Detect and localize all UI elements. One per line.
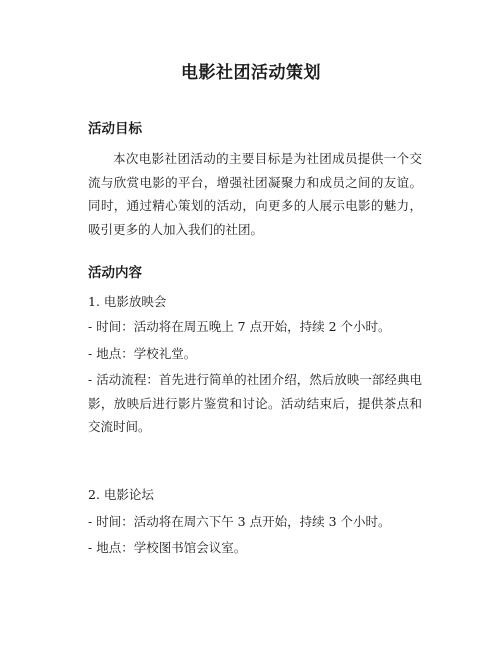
item-process-screening: - 活动流程：首先进行简单的社团介绍，然后放映一部经典电影，放映后进行影片鉴赏和讨论。活动结束后，提供茶点和交流时间。 xyxy=(88,372,422,434)
item-place-forum: - 地点：学校图书馆会议室。 xyxy=(88,540,247,555)
item-title-forum: 2. 电影论坛 xyxy=(88,487,154,502)
item-place-screening: - 地点：学校礼堂。 xyxy=(88,346,197,361)
document-title: 电影社团活动策划 xyxy=(181,63,321,83)
item-time-screening: - 时间：活动将在周五晚上 7 点开始，持续 2 个小时。 xyxy=(88,319,391,334)
section-heading-content: 活动内容 xyxy=(88,265,142,281)
goal-paragraph: 本次电影社团活动的主要目标是为社团成员提供一个交流与欣赏电影的平台，增强社团凝聚力和成员之间的友谊。同时，通过精心策划的活动，向更多的人展示电影的魅力，吸引更多的人加入我们的社团。 xyxy=(88,151,422,237)
item-time-forum: - 时间：活动将在周六下午 3 点开始，持续 3 个小时。 xyxy=(88,514,391,529)
item-title-screening: 1. 电影放映会 xyxy=(88,294,167,309)
section-heading-goal: 活动目标 xyxy=(88,121,142,137)
